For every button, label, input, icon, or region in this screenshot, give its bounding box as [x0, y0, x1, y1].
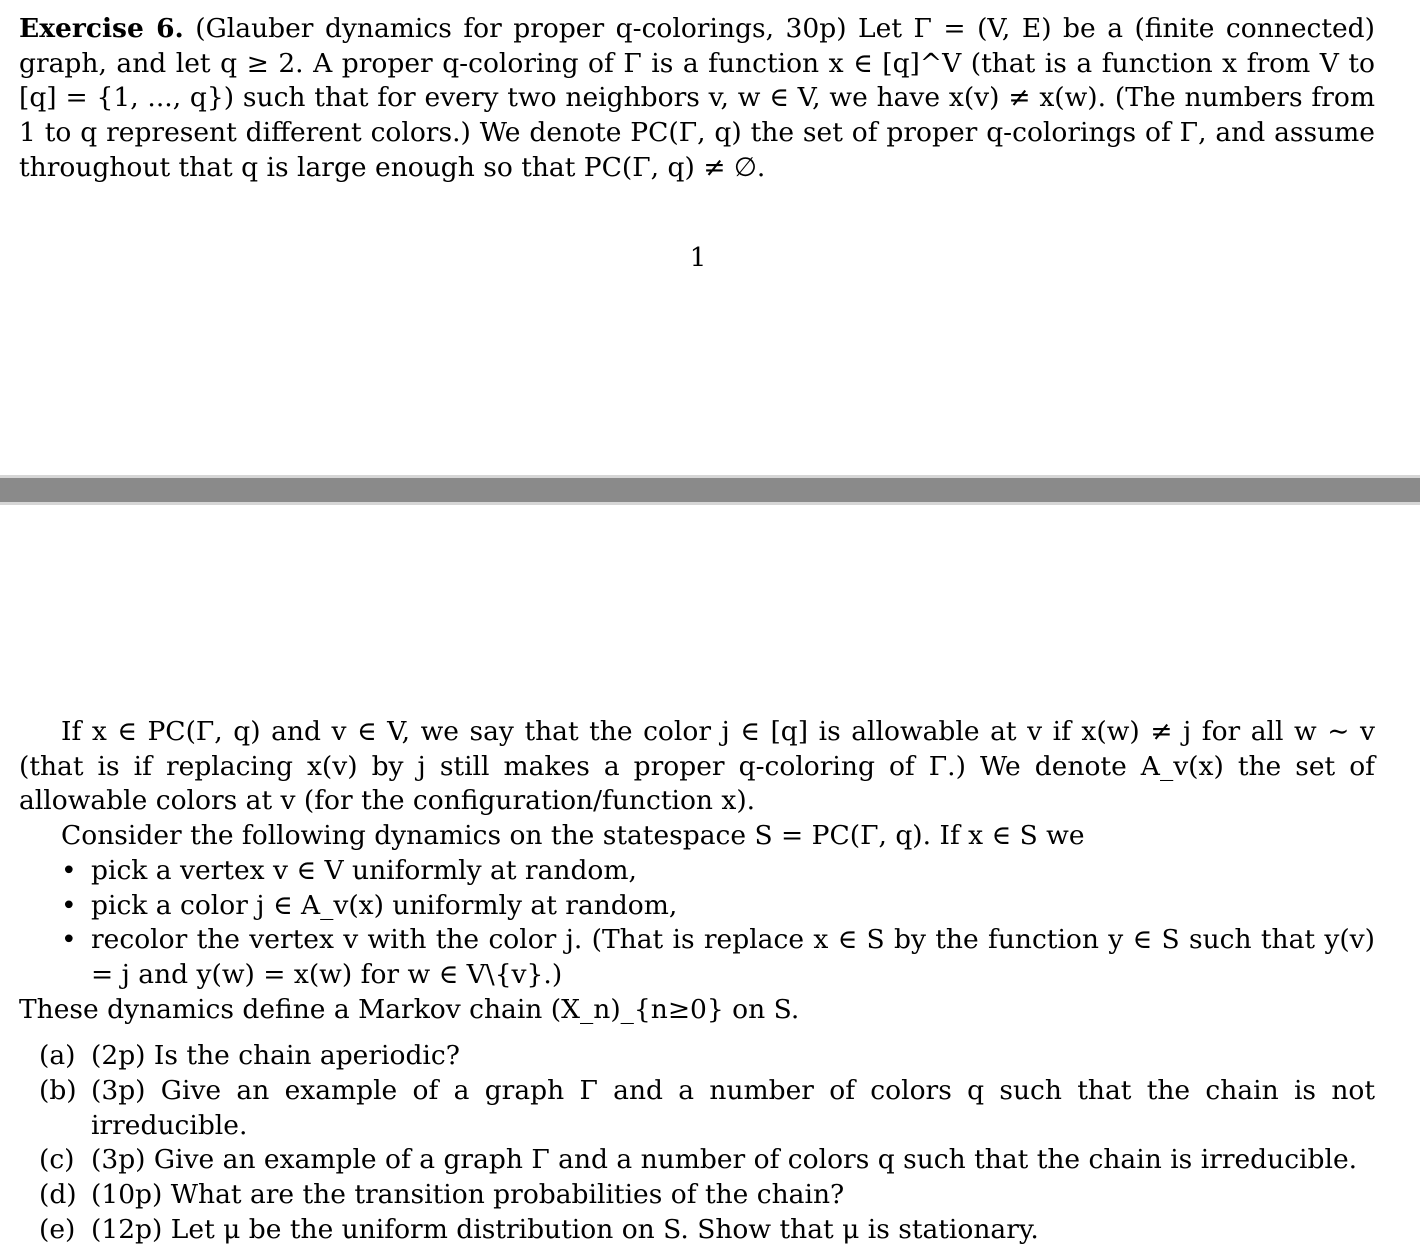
- part-label: (b): [39, 1075, 77, 1107]
- part-text: (3p) Give an example of a graph Γ and a number of colors q such that the chain is irreducible.: [91, 1144, 1358, 1176]
- part-label: (d): [39, 1179, 77, 1211]
- part-label: (e): [39, 1213, 76, 1245]
- part-text: (12p) Let μ be the uniform distribution on S. Show that μ is stationary.: [91, 1213, 1039, 1245]
- page-1: [0, 0, 1420, 475]
- allowable-paragraph: If x ∈ PC(Γ, q) and v ∈ V, we say that the color j ∈ [q] is allowable at v if x(w) ≠ j for all w ∼ v (that is if replacing x(v) by j still makes a proper q-coloring of Γ.) We denote A_v(x) the set of allowable colors at v (for the configuration/function x).: [19, 716, 1375, 817]
- exercise-part-a: [19, 1039, 1375, 1074]
- part-label: (a): [39, 1040, 76, 1072]
- markov-sentence: These dynamics define a Markov chain (X_n)_{n≥0} on S.: [19, 993, 800, 1025]
- exercise-intro-paragraph: [19, 12, 1375, 186]
- page-separator: [0, 478, 1420, 502]
- exercise-part-c: [19, 1143, 1375, 1178]
- part-text: (10p) What are the transition probabilities of the chain?: [91, 1179, 845, 1211]
- part-text: (3p) Give an example of a graph Γ and a number of colors q such that the chain is not irreducible.: [91, 1075, 1375, 1141]
- exercise-intro-text: (Glauber dynamics for proper q-colorings, 30p) Let Γ = (V, E) be a (finite connected) graph, and let q ≥ 2. A proper q-coloring of Γ is a function x ∈ [q]^V (that is a function x from V to [q] = {1, ..., q}) such that for every two neighbors v, w ∈ V, we have x(v) ≠ x(w). (The numbers from 1 to q represent different colors.) We denote PC(Γ, q) the set of proper q-colorings of Γ, and assume throughout that q is large enough so that PC(Γ, q) ≠ ∅.: [19, 13, 1375, 183]
- dynamics-steps-list: [19, 854, 1375, 993]
- list-item: • pick a color j ∈ A_v(x) uniformly at random,: [19, 889, 1375, 924]
- list-item: • pick a vertex v ∈ V uniformly at random,: [19, 854, 1375, 889]
- exercise-parts-list: [19, 1039, 1375, 1247]
- dynamics-intro: Consider the following dynamics on the statespace S = PC(Γ, q). If x ∈ S we: [61, 820, 1085, 852]
- exercise-part-d: [19, 1178, 1375, 1213]
- page-2-body: [19, 715, 1375, 1248]
- exercise-title: Exercise 6.: [19, 13, 184, 44]
- exercise-part-e: [19, 1213, 1375, 1248]
- page-number: 1: [689, 243, 707, 273]
- list-item: • recolor the vertex v with the color j. (That is replace x ∈ S by the function y ∈ S such that y(v) = j and y(w) = x(w) for w ∈ V\{v}.): [19, 923, 1375, 992]
- page-separator-edge-bottom: [0, 502, 1420, 505]
- part-text: (2p) Is the chain aperiodic?: [91, 1040, 460, 1072]
- exercise-part-b: [19, 1074, 1375, 1143]
- part-label: (c): [39, 1144, 75, 1176]
